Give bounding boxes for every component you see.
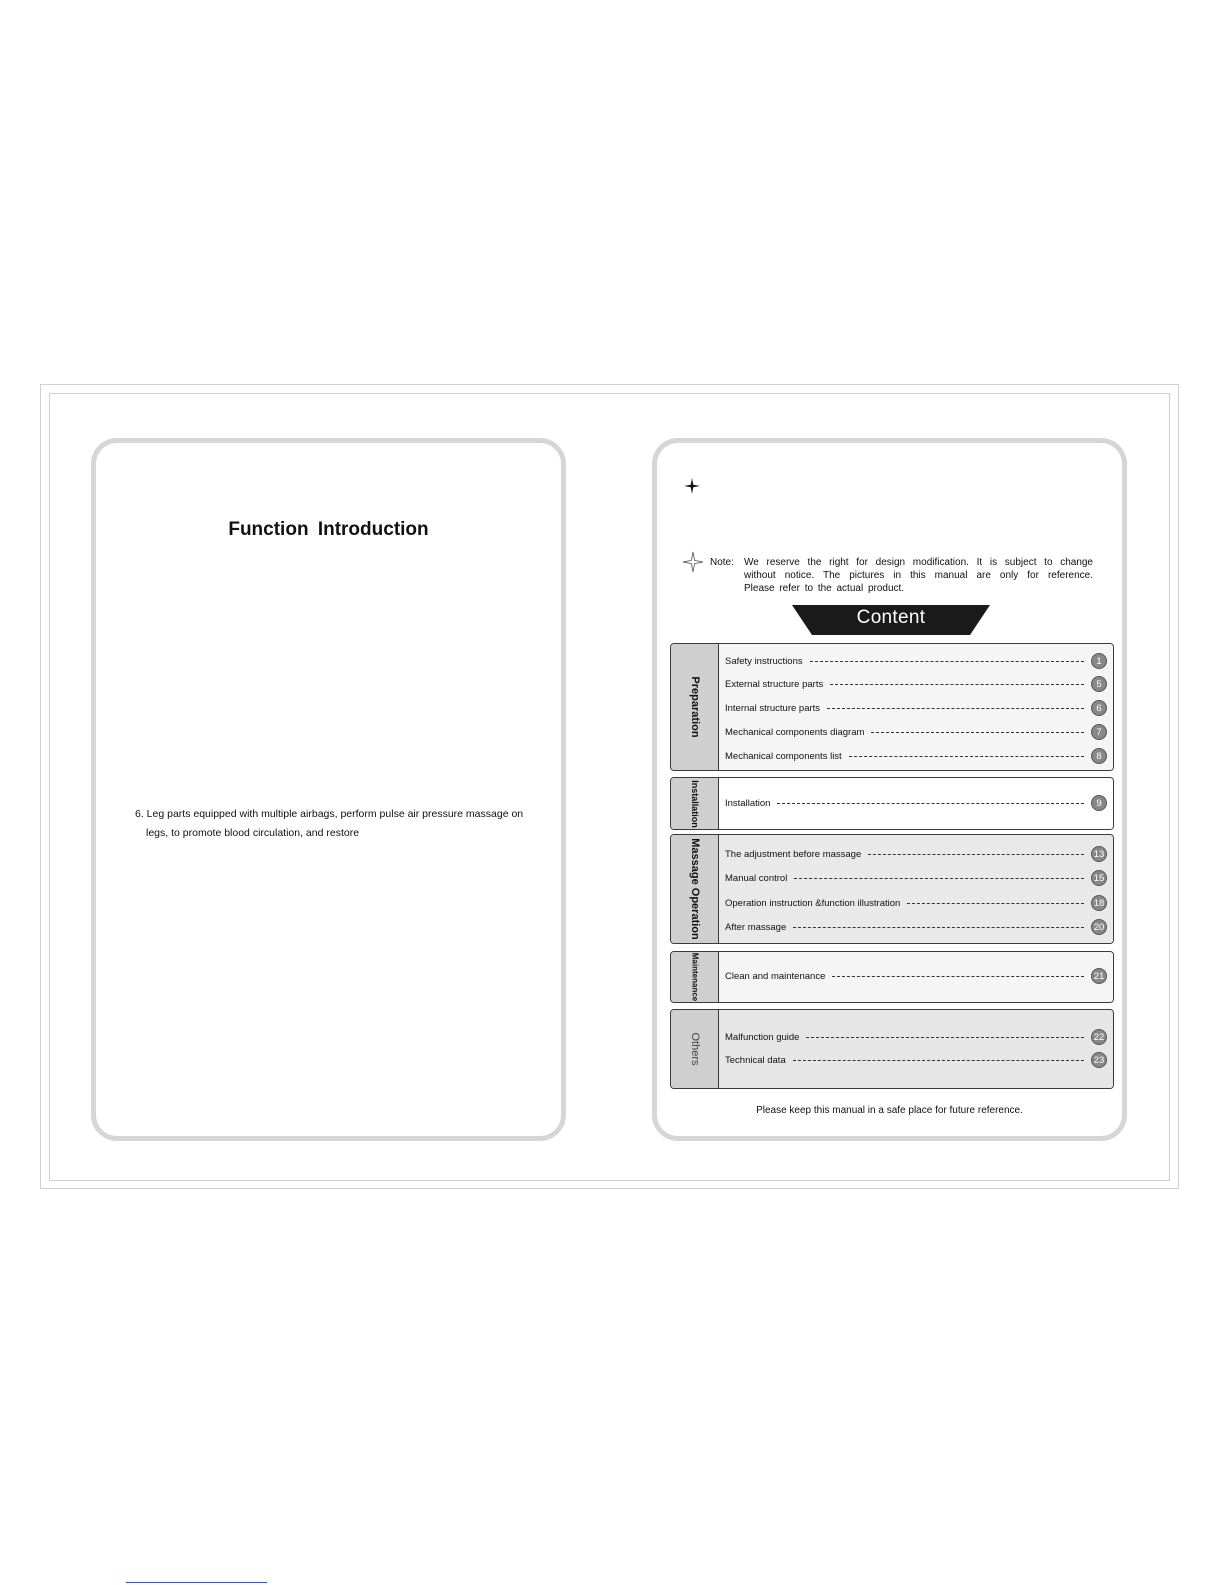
leader-dots [868,854,1084,855]
content-banner [792,605,990,635]
leader-dots [794,878,1084,879]
leader-dots [832,976,1084,977]
toc-entry[interactable] [725,1052,1107,1068]
page-number-badge: 5 [1091,676,1107,692]
section-tab-label: Others [688,1032,701,1066]
leader-dots [827,708,1084,709]
bottom-link-underline[interactable] [126,1582,267,1583]
design-note [710,556,1093,595]
content-title: Content [856,607,926,628]
toc-entry-label: Mechanical components list [725,750,842,762]
section-tab [671,835,719,943]
toc-entry[interactable] [725,748,1107,764]
toc-entry-label: Malfunction guide [725,1031,800,1043]
leg-item-line-2: legs, to promote blood circulation, and restore [146,827,360,839]
toc-entry-label: The adjustment before massage [725,848,862,860]
function-introduction-title: Function Introduction [228,519,429,540]
section-tab-label: Maintenance [690,952,699,1002]
note-line-3: Please refer to the actual product. [744,583,905,594]
toc-entry-label: External structure parts [725,678,824,690]
toc-entry-label: Installation [725,797,771,809]
section-body [719,835,1113,943]
section-body [719,1010,1113,1088]
section-maintenance [670,951,1114,1003]
section-tab-label: Preparation [688,676,701,738]
page-number-badge: 1 [1091,653,1107,669]
page-number-badge: 18 [1091,895,1107,911]
toc-entry-label: Mechanical components diagram [725,726,865,738]
note-label: Note: [710,557,734,568]
safekeeping-note: Please keep this manual in a safe place for future reference. [756,1105,1023,1116]
toc-entry[interactable] [725,724,1107,740]
section-others [670,1009,1114,1089]
leader-dots [849,756,1084,757]
toc-entry[interactable] [725,968,1107,984]
toc-entry-label: Internal structure parts [725,702,821,714]
leader-dots [777,803,1084,804]
toc-entry-label: Safety instructions [725,655,803,667]
leader-dots [810,661,1084,662]
section-body [719,644,1113,770]
page-number-badge: 21 [1091,968,1107,984]
section-tab [671,778,719,829]
section-preparation [670,643,1114,771]
leader-dots [806,1037,1084,1038]
page-number-badge: 23 [1091,1052,1107,1068]
section-body [719,952,1113,1002]
note-star-icon [682,551,704,573]
page-number-badge: 7 [1091,724,1107,740]
leader-dots [793,927,1084,928]
note-line-2: without notice. The pictures in this manual are only for reference. [744,570,1093,581]
right-page [652,438,1127,1141]
toc-entry[interactable] [725,676,1107,692]
leg-function-item [135,805,555,843]
toc-entry-label: Manual control [725,872,788,884]
leader-dots [907,903,1084,904]
four-point-star-icon [683,477,701,495]
section-installation [670,777,1114,830]
section-massage-operation [670,834,1114,944]
page-number-badge: 22 [1091,1029,1107,1045]
toc-entry[interactable] [725,919,1107,935]
note-line-1: We reserve the right for design modification. It is subject to change [744,557,1093,568]
toc-entry-label: After massage [725,921,787,933]
page-number-badge: 8 [1091,748,1107,764]
section-tab [671,1010,719,1088]
section-tab-label: Massage Operation [688,838,701,940]
page-number-badge: 6 [1091,700,1107,716]
toc-entry[interactable] [725,895,1107,911]
toc-entry[interactable] [725,700,1107,716]
leg-item-line-1: 6. Leg parts equipped with multiple airbags, perform pulse air pressure massage on [135,808,524,820]
section-tab [671,952,719,1002]
toc-entry[interactable] [725,846,1107,862]
left-page [91,438,566,1141]
toc-entry-label: Clean and maintenance [725,970,826,982]
leader-dots [793,1060,1084,1061]
page-number-badge: 20 [1091,919,1107,935]
section-tab-label: Installation [689,779,700,828]
page-number-badge: 9 [1091,795,1107,811]
toc-entry[interactable] [725,1029,1107,1045]
page-number-badge: 15 [1091,870,1107,886]
toc-entry[interactable] [725,795,1107,811]
toc-entry[interactable] [725,653,1107,669]
toc-entry-label: Technical data [725,1054,786,1066]
leader-dots [830,684,1084,685]
toc-entry-label: Operation instruction &function illustration [725,897,901,909]
section-tab [671,644,719,770]
page-number-badge: 13 [1091,846,1107,862]
section-body [719,778,1113,829]
toc-entry[interactable] [725,870,1107,886]
leader-dots [871,732,1084,733]
